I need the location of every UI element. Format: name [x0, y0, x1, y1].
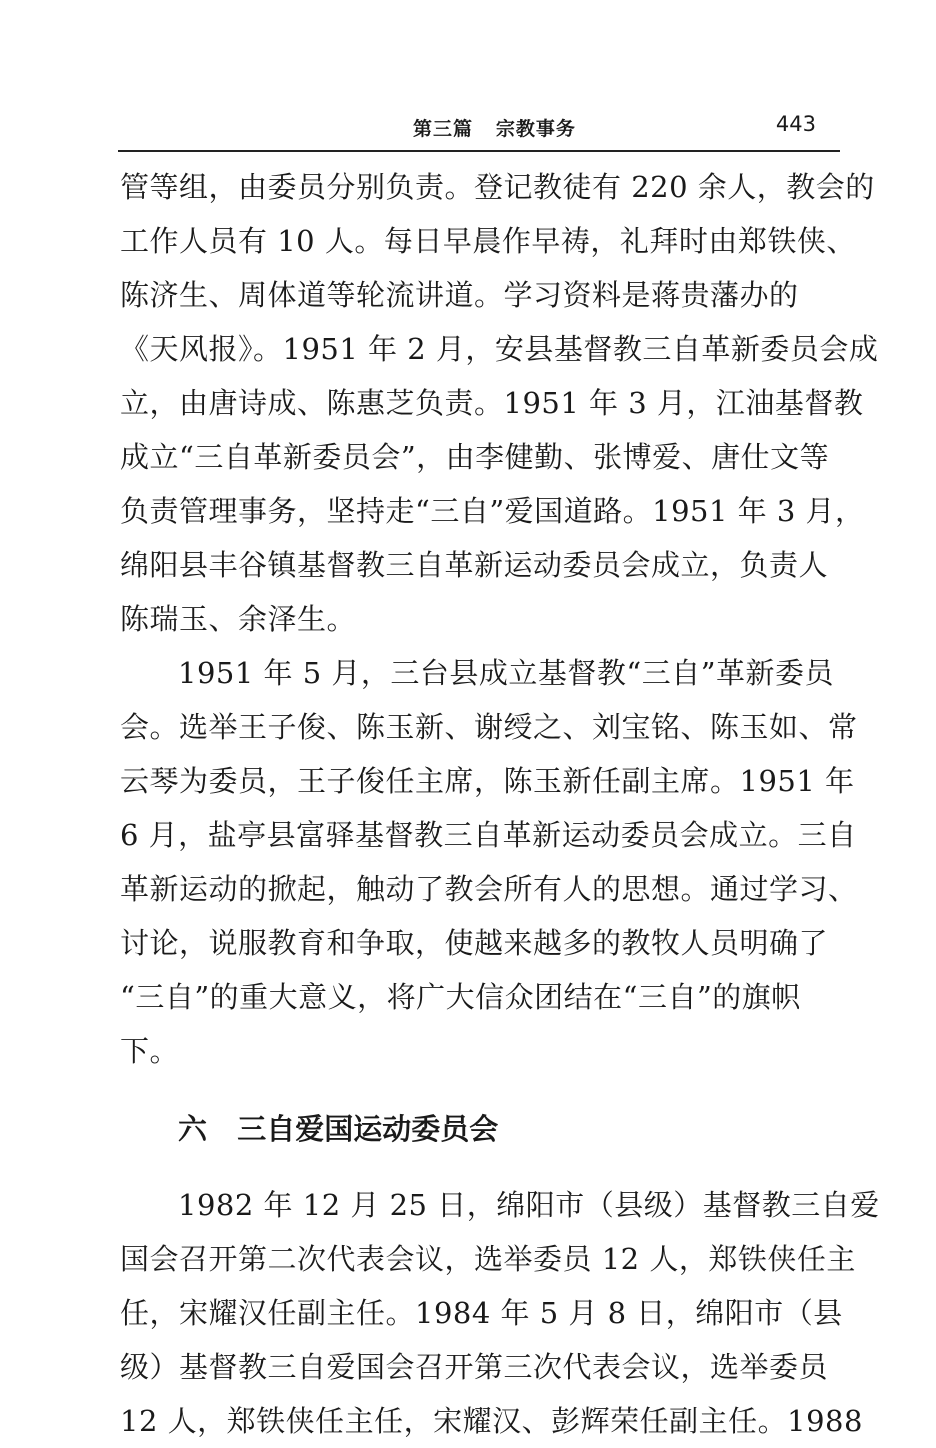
- page-number: 443: [775, 112, 816, 136]
- text-line: 下。: [120, 1034, 180, 1068]
- text-line: 革新运动的掀起，触动了教会所有人的思想。通过学习、: [120, 872, 858, 906]
- text-line: 成立“三自革新委员会”，由李健勤、张博爱、唐仕文等: [120, 440, 830, 474]
- paragraph: [120, 160, 879, 646]
- text-line: 12 人，郑铁侠任主任，宋耀汉、彭辉荣任副主任。1988: [120, 1404, 863, 1438]
- paragraph: [120, 646, 858, 1078]
- running-header: [120, 110, 838, 146]
- text-line: 讨论，说服教育和争取，使越来越多的教牧人员明确了: [120, 926, 829, 960]
- paragraph: [120, 1178, 880, 1448]
- text-line: 任，宋耀汉任副主任。1984 年 5 月 8 日，绵阳市（县: [120, 1296, 843, 1330]
- header-rule: [118, 150, 840, 152]
- text-line: 陈济生、周体道等轮流讲道。学习资料是蒋贵藩办的: [120, 278, 799, 312]
- page-body: [120, 160, 880, 1448]
- text-line: 绵阳县丰谷镇基督教三自革新运动委员会成立，负责人: [120, 548, 829, 582]
- text-line: 国会召开第二次代表会议，选举委员 12 人，郑铁侠任主: [120, 1242, 856, 1276]
- text-line: 立，由唐诗成、陈惠芝负责。1951 年 3 月，江油基督教: [120, 386, 864, 420]
- text-line: 会。选举王子俊、陈玉新、谢绶之、刘宝铭、陈玉如、常: [120, 710, 858, 744]
- text-line: 1951 年 5 月，三台县成立基督教“三自”革新委员: [178, 656, 835, 690]
- running-title: 第三篇 宗教事务: [413, 118, 576, 140]
- text-line: 《天风报》。1951 年 2 月，安县基督教三自革新委员会成: [120, 332, 879, 366]
- text-line: 工作人员有 10 人。每日早晨作早祷，礼拜时由郑铁侠、: [120, 224, 856, 258]
- text-line: 级）基督教三自爱国会召开第三次代表会议，选举委员: [120, 1350, 829, 1384]
- text-line: 负责管理事务，坚持走“三自”爱国道路。1951 年 3 月，: [120, 494, 865, 528]
- text-line: 6 月，盐亭县富驿基督教三自革新运动委员会成立。三自: [120, 818, 857, 852]
- text-line: 陈瑞玉、余泽生。: [120, 602, 357, 636]
- text-line: 云琴为委员，王子俊任主席，陈玉新任副主席。1951 年: [120, 764, 855, 798]
- text-line: 管等组，由委员分别负责。登记教徒有 220 余人，教会的: [120, 170, 875, 204]
- text-line: “三自”的重大意义，将广大信众团结在“三自”的旗帜: [120, 980, 801, 1014]
- section-heading: 六 三自爱国运动委员会: [178, 1112, 499, 1146]
- text-line: 1982 年 12 月 25 日，绵阳市（县级）基督教三自爱: [178, 1188, 880, 1222]
